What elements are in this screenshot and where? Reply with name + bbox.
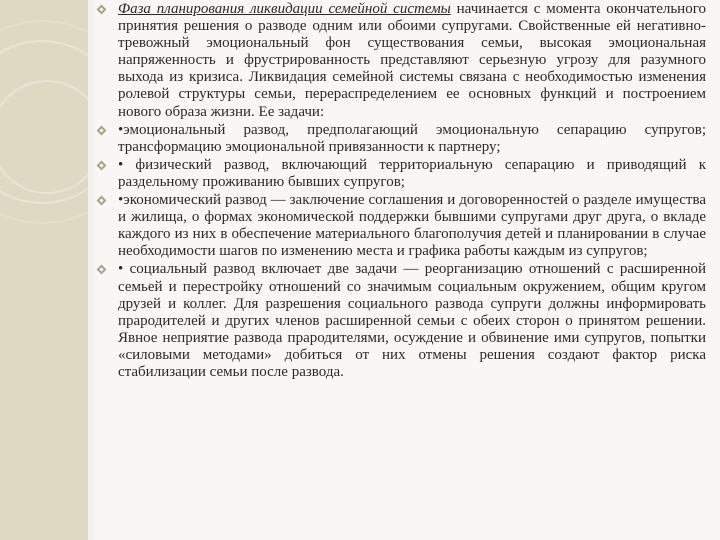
bullet-list	[114, 1, 706, 382]
bullet-text: •эмоциональный развод, предполагающий эмоциональную сепарацию супругов; трансформацию эмоциональной привязанности к партнеру;	[118, 121, 706, 155]
bullet-item-economic-divorce	[114, 192, 706, 260]
bullet-text: • социальный развод включает две задачи — реорганизацию отношений с расширенной семьей и перестройку отношений со значимым социальным окружением, общим кругом друзей и коллег. Для разрешения социального развода супруги должны информировать прародителей и других членов расширенной семьи с обеих сторон о принятом решении. Явное неприятие развода прародителями, осуждение и обвинение ими супругов, попытки «силовыми методами» добиться от них отмены решения создают фактор риска стабилизации семьи после развода.	[118, 261, 706, 380]
bullet-item-physical-divorce	[114, 157, 706, 191]
decorative-ring	[0, 20, 88, 224]
bullet-lead-term: Фаза планирования ликвидации семейной системы	[118, 1, 451, 17]
diamond-bullet-icon	[97, 265, 107, 275]
decorative-side-band	[0, 0, 88, 540]
slide-content	[94, 0, 720, 540]
bullet-item-social-divorce	[114, 261, 706, 381]
diamond-bullet-icon	[97, 125, 107, 135]
bullet-item-emotional-divorce	[114, 122, 706, 156]
diamond-bullet-icon	[97, 196, 107, 206]
bullet-text: • физический развод, включающий территориальную сепарацию и приводящий к раздельному проживанию бывших супругов;	[118, 156, 706, 190]
bullet-item-planning-phase	[114, 1, 706, 121]
diamond-bullet-icon	[97, 5, 107, 15]
diamond-bullet-icon	[97, 160, 107, 170]
bullet-text: •экономический развод — заключение соглашения и договоренностей о разделе имущества и жилища, о формах экономической поддержки бывшими супругами друг друга, о вкладе каждого из них в обеспечение материального благополучия детей и планировании в случае необходимости шагов по изменению места и графика работы каждым из супругов;	[118, 192, 706, 260]
bullet-text: начинается с момента окончательного принятия решения о разводе одним или обоими супругами. Свойственные ей негативно-тревожный эмоциональный фон существования семьи, высокая эмоциональная напряженность и фрустрированность представляют серьезную угрозу для разумного выхода из кризиса. Ликвидация семейной системы связана с необходимостью изменения ролевой структуры семьи, перераспределением ее основных функций и построением нового образа жизни. Ее задачи:	[118, 1, 706, 120]
